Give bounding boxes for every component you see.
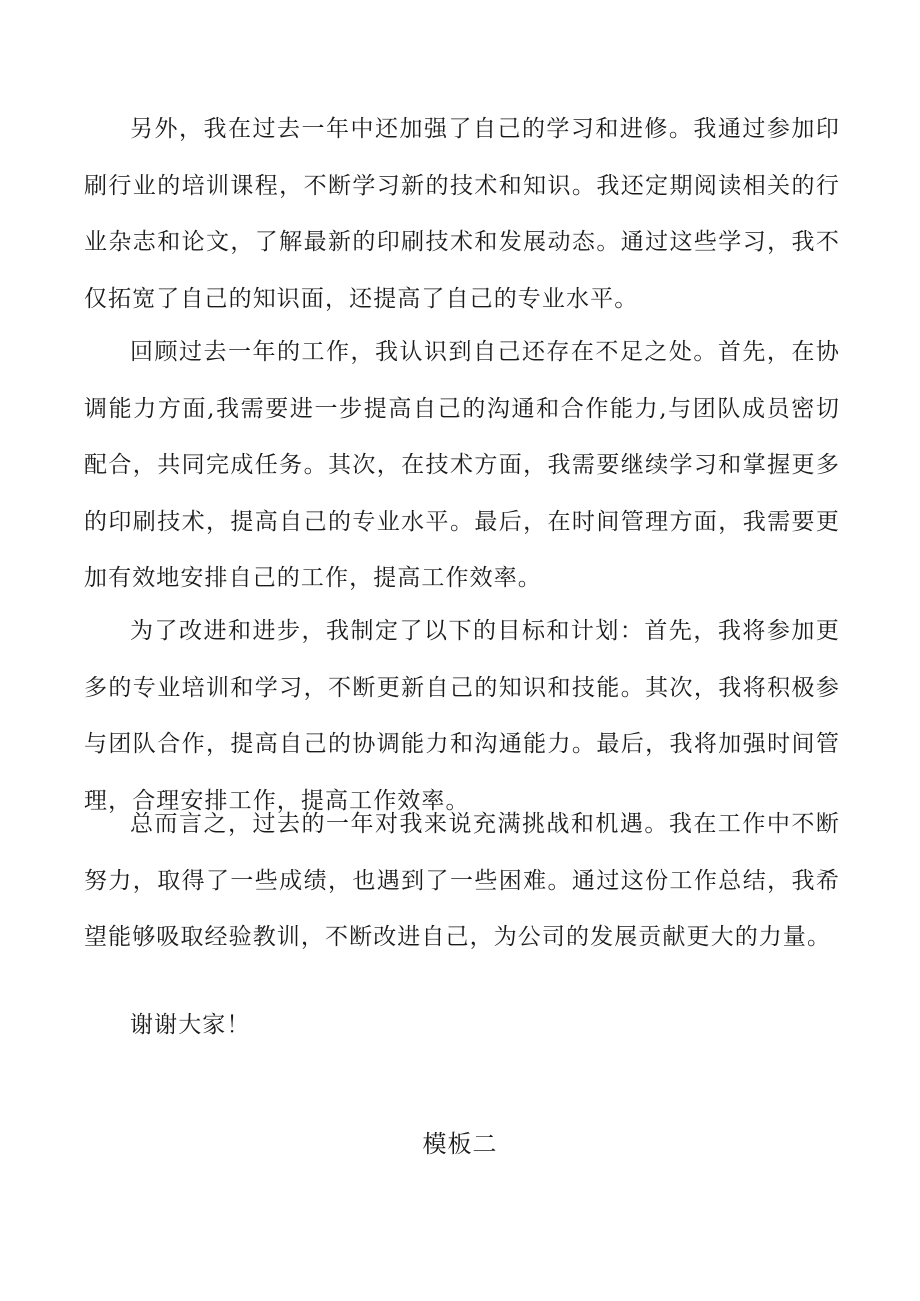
paragraph-shortcomings: 回顾过去一年的工作，我认识到自己还存在不足之处。首先，在协调能力方面,我需要进一步提高自己的沟通和合作能力,与团队成员密切配合，共同完成任务。其次，在技术方面，我需要继续学习和掌握更多的印刷技术，提高自己的专业水平。最后，在时间管理方面，我需要更加有效地安排自己的工作，提高工作效率。 (84, 339, 840, 591)
paragraph-thanks: 谢谢大家！ (130, 1012, 251, 1038)
paragraph-self-study: 另外，我在过去一年中还加强了自己的学习和进修。我通过参加印刷行业的培训课程，不断学习新的技术和知识。我还定期阅读相关的行业杂志和论文，了解最新的印刷技术和发展动态。通过这些学习，我不仅拓宽了自己的知识面，还提高了自己的专业水平。 (84, 116, 840, 312)
paragraph-conclusion: 总而言之，过去的一年对我来说充满挑战和机遇。我在工作中不断努力，取得了一些成绩，也遇到了一些困难。通过这份工作总结，我希望能够吸取经验教训，不断改进自己，为公司的发展贡献更大的力量。 (84, 811, 840, 950)
paragraph-goals-plans: 为了改进和进步，我制定了以下的目标和计划：首先，我将参加更多的专业培训和学习，不断更新自己的知识和技能。其次，我将积极参与团队合作，提高自己的协调能力和沟通能力。最后，我将加强时间管理，合理安排工作，提高工作效率。 (84, 618, 840, 814)
section-heading-template-two: 模板二 (422, 1130, 498, 1158)
